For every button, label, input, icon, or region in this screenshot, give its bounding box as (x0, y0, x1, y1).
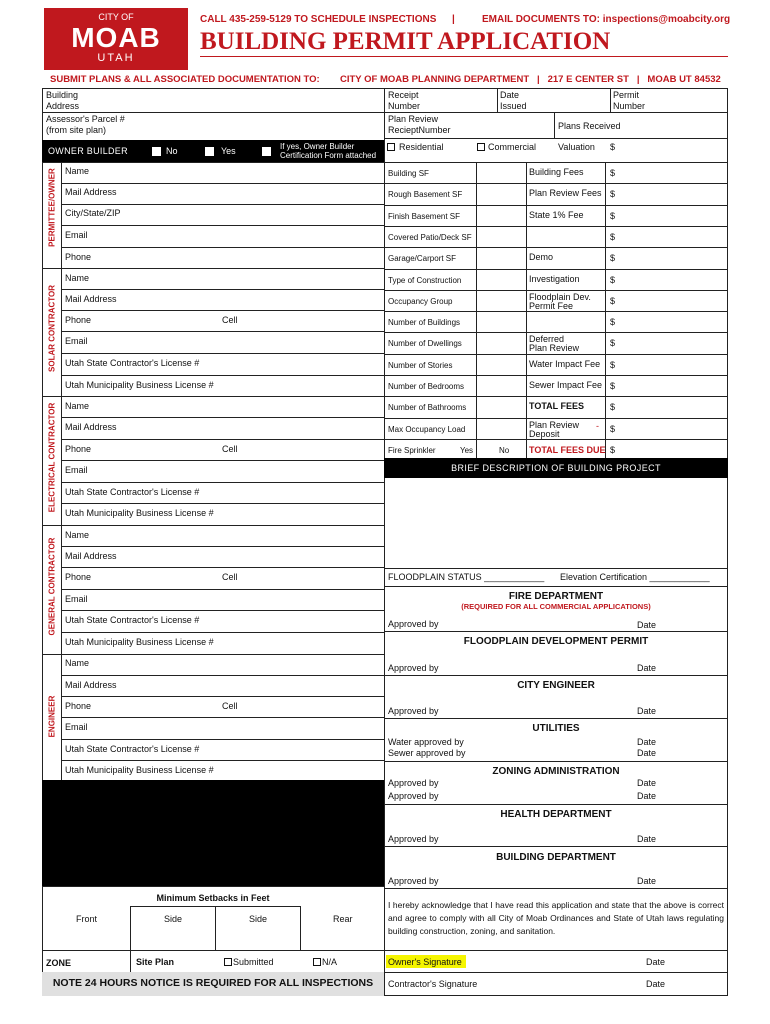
setbacks-title: Minimum Setbacks in Feet (156, 893, 270, 903)
building-info-7: Number of Buildings (388, 318, 461, 327)
logo-city-of: CITY OF (98, 12, 134, 22)
fire-date: Date (637, 620, 657, 630)
setback-side-1: Side (164, 914, 183, 924)
fee-dollar-4: $ (610, 253, 616, 263)
engineer-date: Date (637, 706, 657, 716)
fee-dollar-7: $ (610, 317, 616, 327)
fee-label-8: Deferred Plan Review (529, 334, 580, 353)
building-info-12: Max Occupancy Load (388, 425, 466, 434)
building-info-10: Number of Bedrooms (388, 382, 465, 391)
owner-cert-checkbox[interactable] (262, 147, 271, 156)
electrical-cell: Cell (222, 444, 238, 454)
sewer-date: Date (637, 748, 657, 758)
electrical-business: Utah Municipality Business License # (65, 508, 214, 518)
header-separator: | (452, 14, 455, 25)
engineer-email: Email (65, 722, 88, 732)
engineer-license: Utah State Contractor's License # (65, 744, 200, 754)
fire-sprinkler-no: No (499, 446, 510, 455)
section-engineer: ENGINEER (47, 695, 57, 738)
owner-yes-label: Yes (221, 146, 236, 156)
fee-label-1: Plan Review Fees (529, 188, 602, 198)
building-dept-title: BUILDING DEPARTMENT (496, 852, 616, 863)
receipt-number-label: Receipt Number (388, 90, 421, 111)
fee-dollar-9: $ (610, 360, 616, 370)
solar-cell: Cell (222, 315, 238, 325)
moab-logo (44, 8, 188, 70)
building-info-11: Number of Bathrooms (388, 403, 467, 412)
water-approved-by: Water approved by (388, 737, 464, 747)
zoning-approved-by-1: Approved by (388, 778, 439, 788)
engineer-mail: Mail Address (65, 680, 117, 690)
fire-sprinkler-label: Fire Sprinkler (388, 446, 436, 455)
owner-signature-label: Owner's Signature (388, 957, 462, 967)
blank-black-block (42, 780, 384, 886)
acknowledge-text: I hereby acknowledge that I have read this application and state that the above is correct and agree to comply with all City of Moab Ordinances and State of Utah laws regulating building construction, zoning, and sanitation. (388, 900, 724, 936)
health-title: HEALTH DEPARTMENT (500, 809, 612, 820)
owner-signature-field[interactable] (470, 952, 630, 970)
section-general: GENERAL CONTRACTOR (47, 537, 57, 636)
page-title: BUILDING PERMIT APPLICATION (200, 28, 611, 55)
permittee-mail: Mail Address (65, 187, 117, 197)
zoning-date-2: Date (637, 791, 657, 801)
fire-approved-by: Approved by (388, 619, 439, 629)
fee-label-4: Demo (529, 252, 554, 262)
building-info-8: Number of Dwellings (388, 339, 462, 348)
valuation-label: Valuation (558, 142, 595, 152)
building-info-1: Rough Basement SF (388, 190, 463, 199)
building-date: Date (637, 876, 657, 886)
owner-builder-label: OWNER BUILDER (48, 146, 128, 156)
engineer-approved-by: Approved by (388, 706, 439, 716)
sewer-approved-by: Sewer approved by (388, 748, 466, 758)
valuation-dollar: $ (610, 142, 616, 152)
contractor-signature-field[interactable] (480, 974, 630, 992)
fee-dollar-1: $ (610, 189, 616, 199)
plans-received-label: Plans Received (558, 121, 621, 131)
electrical-license: Utah State Contractor's License # (65, 487, 200, 497)
owner-yes-checkbox[interactable] (205, 147, 214, 156)
utilities-title: UTILITIES (532, 723, 580, 734)
building-info-3: Covered Patio/Deck SF (388, 233, 472, 242)
building-info-5: Type of Construction (388, 276, 462, 285)
owner-cert-note: If yes, Owner Builder Certification Form attached (280, 142, 377, 160)
solar-license: Utah State Contractor's License # (65, 358, 200, 368)
fee-dollar-0: $ (610, 168, 616, 178)
fee-label-0: Building Fees (529, 167, 584, 177)
floodplain-permit-title: FLOODPLAIN DEVELOPMENT PERMIT (463, 636, 649, 647)
general-cell: Cell (222, 572, 238, 582)
zone-label: ZONE (46, 958, 72, 968)
inspection-notice: NOTE 24 HOURS NOTICE IS REQUIRED FOR ALL INSPECTIONS (52, 977, 374, 989)
permittee-email: Email (65, 230, 88, 240)
zoning-approved-by-2: Approved by (388, 791, 439, 801)
building-info-4: Garage/Carport SF (388, 254, 457, 263)
engineer-business: Utah Municipality Business License # (65, 765, 214, 775)
elevation-cert: Elevation Certification ____________ (560, 572, 710, 582)
solar-email: Email (65, 336, 88, 346)
electrical-email: Email (65, 465, 88, 475)
dept-text: CITY OF MOAB PLANNING DEPARTMENT | 217 E CENTER ST | MOAB UT 84532 (340, 74, 721, 85)
owner-signature-date: Date (646, 957, 666, 967)
fee-dollar-3: $ (610, 232, 616, 242)
logo-moab: MOAB (71, 22, 161, 53)
floodplain-approved-by: Approved by (388, 663, 439, 673)
general-email: Email (65, 594, 88, 604)
brief-description-area[interactable] (385, 478, 727, 568)
parcel-label: Assessor's Parcel # (from site plan) (46, 114, 125, 135)
floodplain-status: FLOODPLAIN STATUS ____________ (388, 572, 545, 582)
electrical-mail: Mail Address (65, 422, 117, 432)
setback-rear: Rear (333, 914, 353, 924)
owner-no-label: No (166, 146, 178, 156)
electrical-name: Name (65, 401, 90, 411)
submit-text: SUBMIT PLANS & ALL ASSOCIATED DOCUMENTATION TO: (50, 74, 320, 85)
owner-no-checkbox[interactable] (152, 147, 161, 156)
health-approved-by: Approved by (388, 834, 439, 844)
fire-department-sub: (REQUIRED FOR ALL COMMERCIAL APPLICATIONS) (461, 602, 651, 611)
setback-side-2: Side (249, 914, 268, 924)
na-label: N/A (322, 957, 338, 967)
engineer-cell: Cell (222, 701, 238, 711)
general-license: Utah State Contractor's License # (65, 615, 200, 625)
general-phone: Phone (65, 572, 92, 582)
fee-dollar-8: $ (610, 338, 616, 348)
section-solar: SOLAR CONTRACTOR (47, 285, 57, 372)
total-due-dollar: $ (610, 445, 616, 455)
fee-dollar-12: $ (610, 424, 616, 434)
contractor-signature-date: Date (646, 979, 666, 989)
fee-label-5: Investigation (529, 274, 580, 284)
setback-front: Front (76, 914, 98, 924)
solar-phone: Phone (65, 315, 92, 325)
fee-dollar-10: $ (610, 381, 616, 391)
electrical-phone: Phone (65, 444, 92, 454)
floodplain-date: Date (637, 663, 657, 673)
building-info-2: Finish Basement SF (388, 212, 461, 221)
permittee-phone: Phone (65, 252, 92, 262)
permittee-name: Name (65, 166, 90, 176)
fire-department-title: FIRE DEPARTMENT (508, 591, 604, 602)
building-info-9: Number of Stories (388, 361, 453, 370)
solar-business: Utah Municipality Business License # (65, 380, 214, 390)
general-business: Utah Municipality Business License # (65, 637, 214, 647)
residential-checkbox[interactable] (387, 143, 395, 151)
solar-mail: Mail Address (65, 294, 117, 304)
permittee-city: City/State/ZIP (65, 208, 121, 218)
solar-name: Name (65, 273, 90, 283)
city-engineer-title: CITY ENGINEER (517, 680, 595, 691)
call-text: CALL 435-259-5129 TO SCHEDULE INSPECTIONS (200, 14, 437, 25)
building-approved-by: Approved by (388, 876, 439, 886)
health-date: Date (637, 834, 657, 844)
logo-utah: UTAH (97, 52, 135, 64)
fee-dollar-2: $ (610, 211, 616, 221)
na-checkbox[interactable] (313, 958, 321, 966)
residential-label: Residential (399, 142, 444, 152)
section-electrical: ELECTRICAL CONTRACTOR (47, 402, 57, 513)
zoning-date-1: Date (637, 778, 657, 788)
fee-label-9: Water Impact Fee (529, 359, 601, 369)
building-info-6: Occupancy Group (388, 297, 453, 306)
fee-label-6: Floodplain Dev. Permit Fee (529, 292, 591, 311)
permit-number-label: Permit Number (613, 90, 646, 111)
building-address-label: Building Address (46, 90, 80, 111)
date-issued-label: Date Issued (500, 90, 527, 111)
contractor-signature-label: Contractor's Signature (388, 979, 478, 989)
site-plan-label: Site Plan (136, 957, 175, 967)
fee-label-10: Sewer Impact Fee (529, 380, 603, 390)
plan-review-receipt-label: Plan Review RecieptNumber (388, 114, 451, 135)
general-name: Name (65, 530, 90, 540)
fee-dollar-6: $ (610, 296, 616, 306)
submitted-label: Submitted (233, 957, 274, 967)
fee-dollar-11: $ (610, 402, 616, 412)
section-permittee: PERMITTEE/OWNER (47, 168, 57, 247)
fee-label-12: Plan Review Deposit (529, 420, 580, 439)
fire-sprinkler-yes: Yes (460, 446, 474, 455)
engineer-phone: Phone (65, 701, 92, 711)
fee-dollar-5: $ (610, 275, 616, 285)
total-fees-due: TOTAL FEES DUE (529, 445, 606, 455)
engineer-name: Name (65, 658, 90, 668)
commercial-checkbox[interactable] (477, 143, 485, 151)
zoning-title: ZONING ADMINISTRATION (492, 766, 620, 777)
building-info-0: Building SF (388, 169, 429, 178)
email-text: EMAIL DOCUMENTS TO: inspections@moabcity.org (482, 14, 731, 25)
water-date: Date (637, 737, 657, 747)
brief-description-title: BRIEF DESCRIPTION OF BUILDING PROJECT (451, 463, 661, 473)
fee-label-11: TOTAL FEES (529, 401, 585, 411)
fee-label-2: State 1% Fee (529, 210, 584, 220)
fee-dash: - (596, 421, 599, 431)
commercial-label: Commercial (488, 142, 537, 152)
submitted-checkbox[interactable] (224, 958, 232, 966)
general-mail: Mail Address (65, 551, 117, 561)
